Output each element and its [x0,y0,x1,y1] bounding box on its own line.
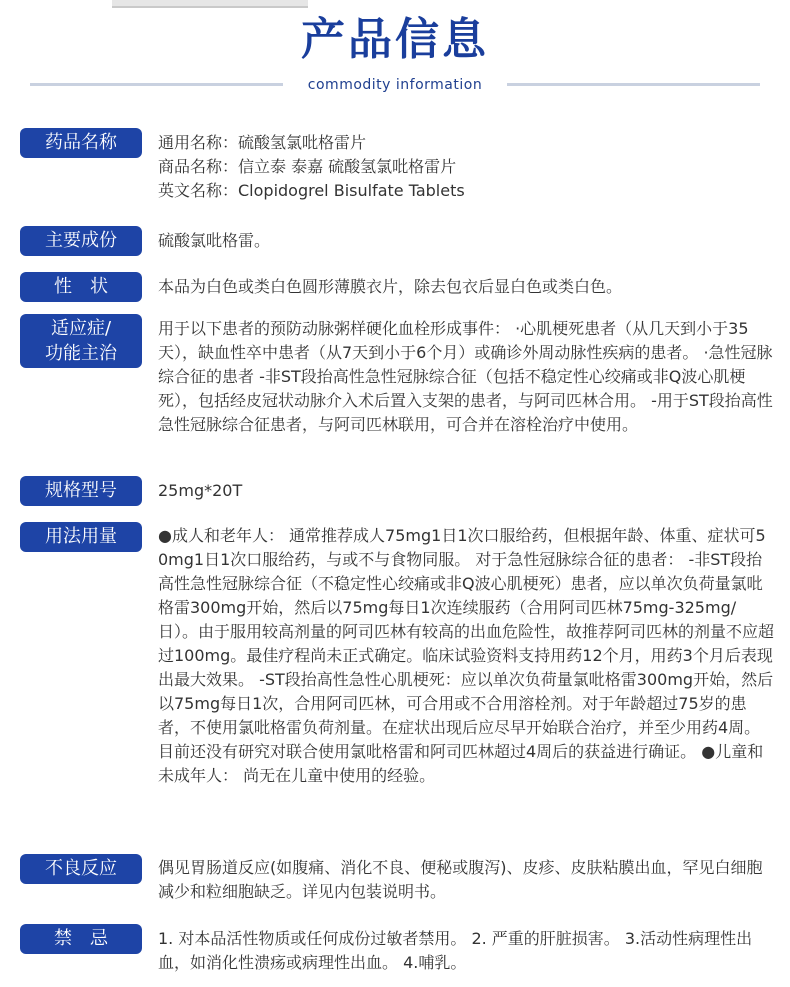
section-label: 规格型号 [20,476,142,506]
section-label: 禁 忌 [20,924,142,954]
label-line: 适应症/ [50,318,112,339]
section-content: 1. 对本品活性物质或任何成份过敏者禁用。 2. 严重的肝脏损害。 3.活动性病理性出血，如消化性溃疡或病理性出血。 4.哺乳。 [158,929,753,972]
section-content: 硫酸氯吡格雷。 [158,231,271,250]
english-name-line: 英文名称：Clopidogrel Bisulfate Tablets [158,181,465,200]
section-content [158,131,774,203]
section-content: ●成人和老年人： 通常推荐成人75mg1日1次口服给药，但根据年龄、体重、症状可50mg1日1次口服给药，与或不与食物同服。 对于急性冠脉综合征的患者： -非ST段抬高性急性冠脉综合征（不稳定性心绞痛或非Q波心肌梗死）患者，应以单次负荷量氯吡格雷300mg开始，然后以75mg每日1次连续服药（合用阿司匹林75mg-325mg/日）。由于服用较高剂量的阿司匹林有较高的出血危险性，故推荐阿司匹林的剂量不应超过100mg。最佳疗程尚未正式确定。临床试验资料支持用药12个月，用药3个月后表现出最大效果。 -ST段抬高性急性心肌梗死：应以单次负荷量氯吡格雷300mg开始，然后以75mg每日1次，合用阿司匹林，可合用或不合用溶栓剂。对于年龄超过75岁的患者，不使用氯吡格雷负荷剂量。在症状出现后应尽早开始联合治疗，并至少用药4周。目前还没有研究对联合使用氯吡格雷和阿司匹林超过4周后的获益进行确证。 ●儿童和未成年人： 尚无在儿童中使用的经验。 [158,526,775,785]
section-label: 主要成份 [20,226,142,256]
section-content: 用于以下患者的预防动脉粥样硬化血栓形成事件： ·心肌梗死患者（从几天到小于35天），缺血性卒中患者（从7天到小于6个月）或确诊外周动脉性疾病的患者。 ·急性冠脉综合征的患者 -非ST段抬高性急性冠脉综合征（包括不稳定性心绞痛或非Q波心肌梗死），包括经皮冠状动脉介入术后置入支架的患者，与阿司匹林合用。 -用于ST段抬高性急性冠脉综合征患者，与阿司匹林联用，可合并在溶栓治疗中使用。 [158,319,773,434]
page-title: 产品信息 [301,14,489,65]
top-image-edge [112,0,308,8]
section-content: 25mg*20T [158,481,243,500]
section-content: 本品为白色或类白色圆形薄膜衣片，除去包衣后显白色或类白色。 [158,277,623,296]
section-label: 药品名称 [20,128,142,158]
trade-name-line: 商品名称：信立泰 泰嘉 硫酸氢氯吡格雷片 [158,157,457,176]
label-line: 功能主治 [45,343,117,364]
divider-left [30,83,283,86]
divider-right [507,83,760,86]
page-subtitle: commodity information [307,77,483,93]
section-label [20,314,142,368]
subtitle-row [0,74,790,96]
generic-name-line: 通用名称：硫酸氢氯吡格雷片 [158,133,367,152]
section-label: 不良反应 [20,854,142,884]
section-label: 用法用量 [20,522,142,552]
section-content: 偶见胃肠道反应(如腹痛、消化不良、便秘或腹泻)、皮疹、皮肤粘膜出血，罕见白细胞减少和粒细胞缺乏。详见内包装说明书。 [158,858,763,901]
section-label: 性 状 [20,272,142,302]
